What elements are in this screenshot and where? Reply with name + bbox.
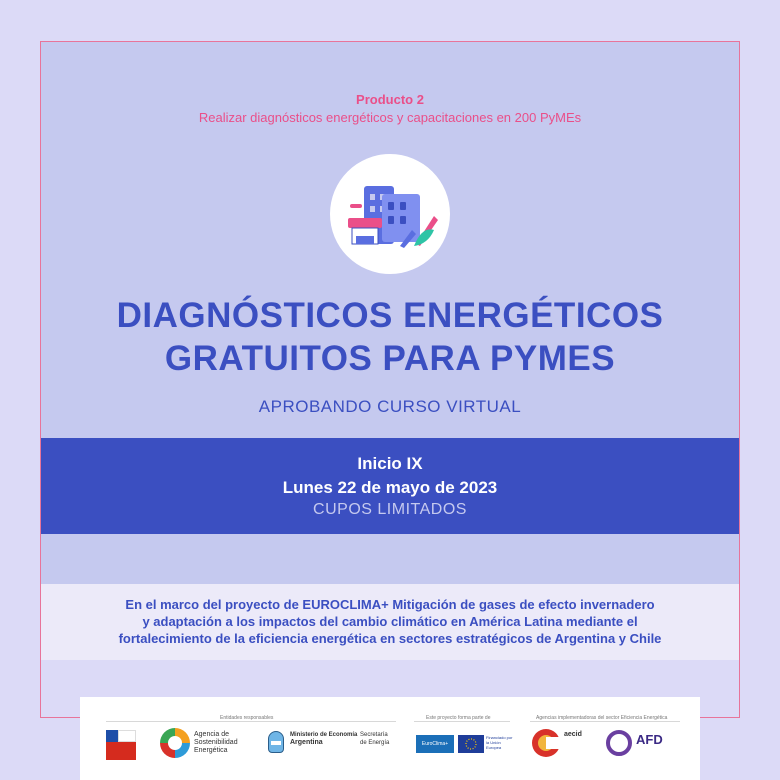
agency-name — [194, 731, 238, 755]
group-responsible-divider — [106, 721, 396, 722]
aecid-icon — [532, 729, 560, 757]
eu-flag-icon — [458, 735, 484, 753]
icon-circle — [330, 154, 450, 274]
agency-sun-icon — [160, 728, 190, 758]
chile-government-logo — [106, 730, 136, 760]
agency-name-line-2: Sostenibilidad — [194, 739, 238, 746]
start-label: Inicio IX — [357, 454, 423, 473]
secretaria-name — [360, 731, 389, 747]
agency-name-line-3: Energética — [194, 747, 228, 754]
context-line-2: y adaptación a los impactos del cambio climático en América Latina mediante el — [142, 614, 638, 629]
context-line-1: En el marco del proyecto de EUROCLIMA+ Mitigación de gases de efecto invernadero — [125, 597, 655, 612]
context-line-3: fortalecimiento de la eficiencia energética en sectores estratégicos de Argentina y Chile — [118, 631, 662, 646]
ministry-name — [290, 731, 357, 747]
logo-bar — [80, 697, 700, 780]
spacer-panel — [41, 534, 739, 584]
afd-name: AFD — [636, 732, 663, 747]
subtitle: APROBANDO CURSO VIRTUAL — [258, 397, 522, 416]
secretaria-name-line-1: Secretaría — [360, 732, 388, 738]
start-date: Lunes 22 de mayo de 2023 — [282, 478, 498, 497]
aecid-name: aecid — [564, 731, 582, 738]
business-buildings-icon — [330, 154, 450, 274]
product-number: Producto 2 — [356, 92, 424, 107]
main-title — [0, 294, 780, 380]
title-line-1: DIAGNÓSTICOS ENERGÉTICOS — [116, 296, 664, 335]
ministry-name-line-1: Ministerio de Economía — [290, 732, 358, 738]
group-responsible-title: Entidades responsables — [220, 715, 274, 721]
agency-name-line-1: Agencia de — [194, 731, 230, 738]
schedule-band — [41, 438, 739, 534]
euroclima-logo: EuroClima+ — [416, 735, 454, 753]
secretaria-name-line-2: de Energía — [360, 740, 390, 746]
product-description: Realizar diagnósticos energéticos y capacitaciones en 200 PyMEs — [198, 110, 582, 125]
title-line-2: GRATUITOS PARA PYMES — [164, 339, 616, 378]
ministry-name-line-2: Argentina — [290, 739, 323, 746]
group-project-title: Este proyecto forma parte de — [426, 715, 491, 721]
group-project-divider — [414, 721, 510, 722]
context-panel — [41, 584, 739, 660]
group-agencies-title: Agencias implementadoras del sector Eficiencia Energética — [536, 715, 668, 721]
group-agencies-divider — [530, 721, 680, 722]
eu-funding-note: Financiado por la Unión Europea — [486, 735, 513, 750]
argentina-seal-icon — [268, 731, 284, 753]
limited-spots: CUPOS LIMITADOS — [313, 501, 467, 518]
afd-ring-icon — [606, 730, 632, 756]
